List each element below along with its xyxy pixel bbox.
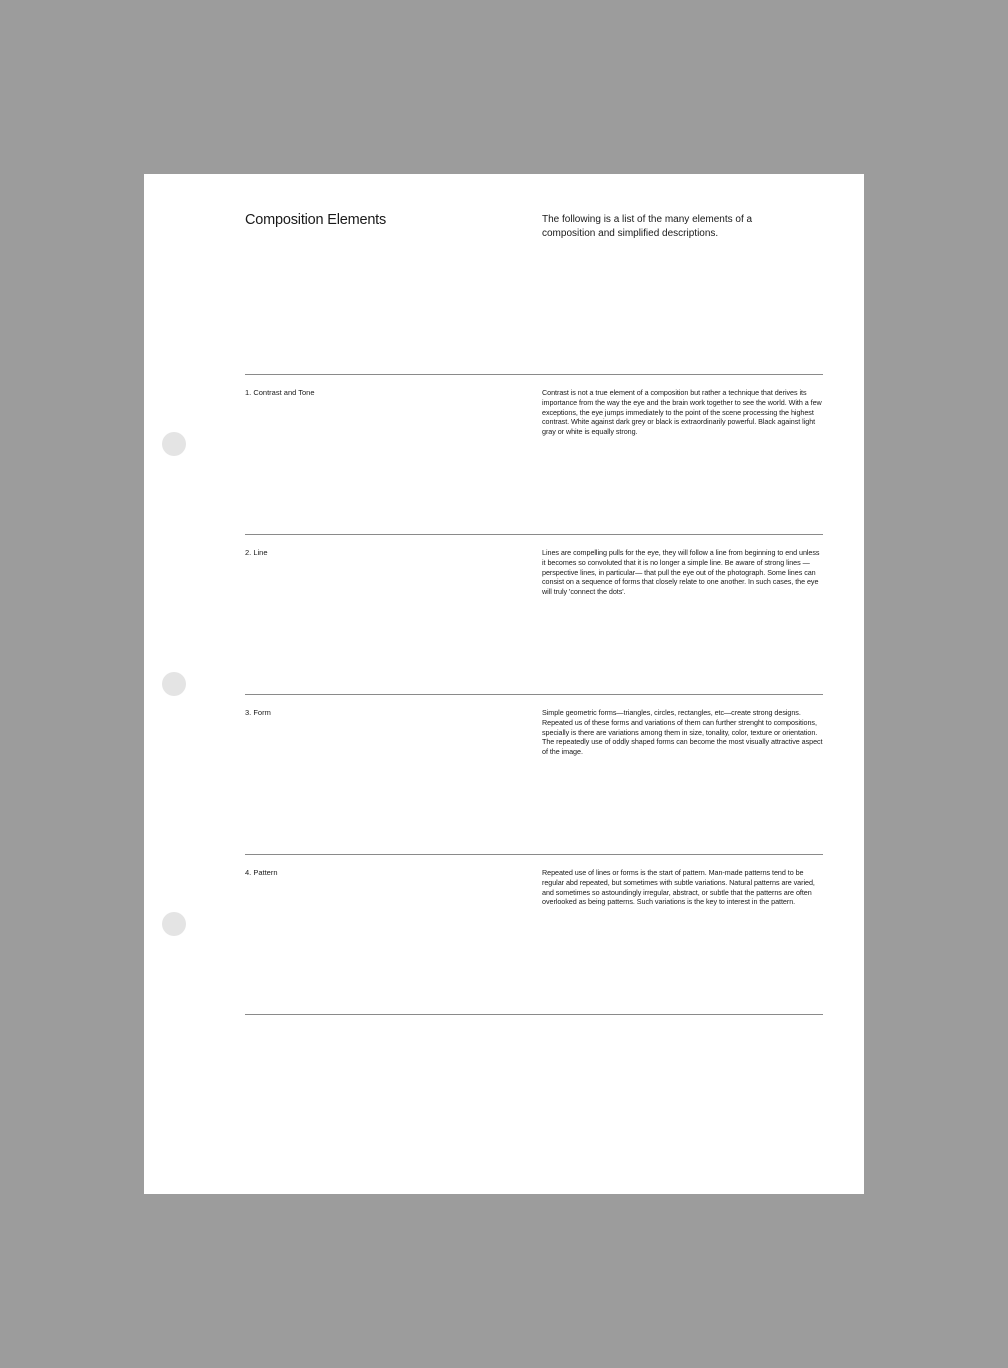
divider [245,1014,823,1015]
section-title: 2. Line [245,548,268,557]
divider [245,374,823,375]
section-line [245,548,823,698]
section-pattern [245,868,823,1018]
section-contrast-and-tone [245,388,823,538]
section-title: 3. Form [245,708,271,717]
section-body: Repeated use of lines or forms is the start of pattern. Man-made patterns tend to be regular abd repeated, but sometimes with subtle variations. Natural patterns are varied, and sometimes so astoundingly irregular, abstract, or subtle that the patterns are often overlooked as being patterns. Such variations is the key to interest in the pattern. [542,868,815,907]
section-body: Lines are compelling pulls for the eye, they will follow a line from beginning to end unless it becomes so convoluted that it is no longer a simple line. Be aware of strong lines —perspective lines, in particular— that pull the eye out of the photograph. Some lines can consist on a sequence of forms that closely relate to one another. In such cases, the eye will truly 'connect the dots'. [542,548,820,597]
divider [245,854,823,855]
section-title: 1. Contrast and Tone [245,388,315,397]
section-form [245,708,823,858]
page-title: Composition Elements [245,212,387,228]
divider [245,534,823,535]
document-page [144,174,864,1194]
punch-hole [162,672,186,696]
section-body: Simple geometric forms—triangles, circles, rectangles, etc—create strong designs. Repeated us of these forms and variations of them can further strenght to compositions, specially is there are variations among them in size, tonality, color, texture or orientation. The repeatedly use of oddly shaped forms can become the most visually attractive aspect of the image. [542,708,823,757]
intro-text: The following is a list of the many elements of a composition and simplified descriptions. [542,214,753,239]
punch-hole [162,912,186,936]
section-title: 4. Pattern [245,868,278,877]
punch-hole [162,432,186,456]
section-body: Contrast is not a true element of a composition but rather a technique that derives its importance from the way the eye and the brain work together to see the world. With a few exceptions, the eye jumps immediately to the point of the scene processing the highest contrast. White against dark grey or black is extraordinarily powerful. Black against light gray or white is equally strong. [542,388,822,437]
divider [245,694,823,695]
